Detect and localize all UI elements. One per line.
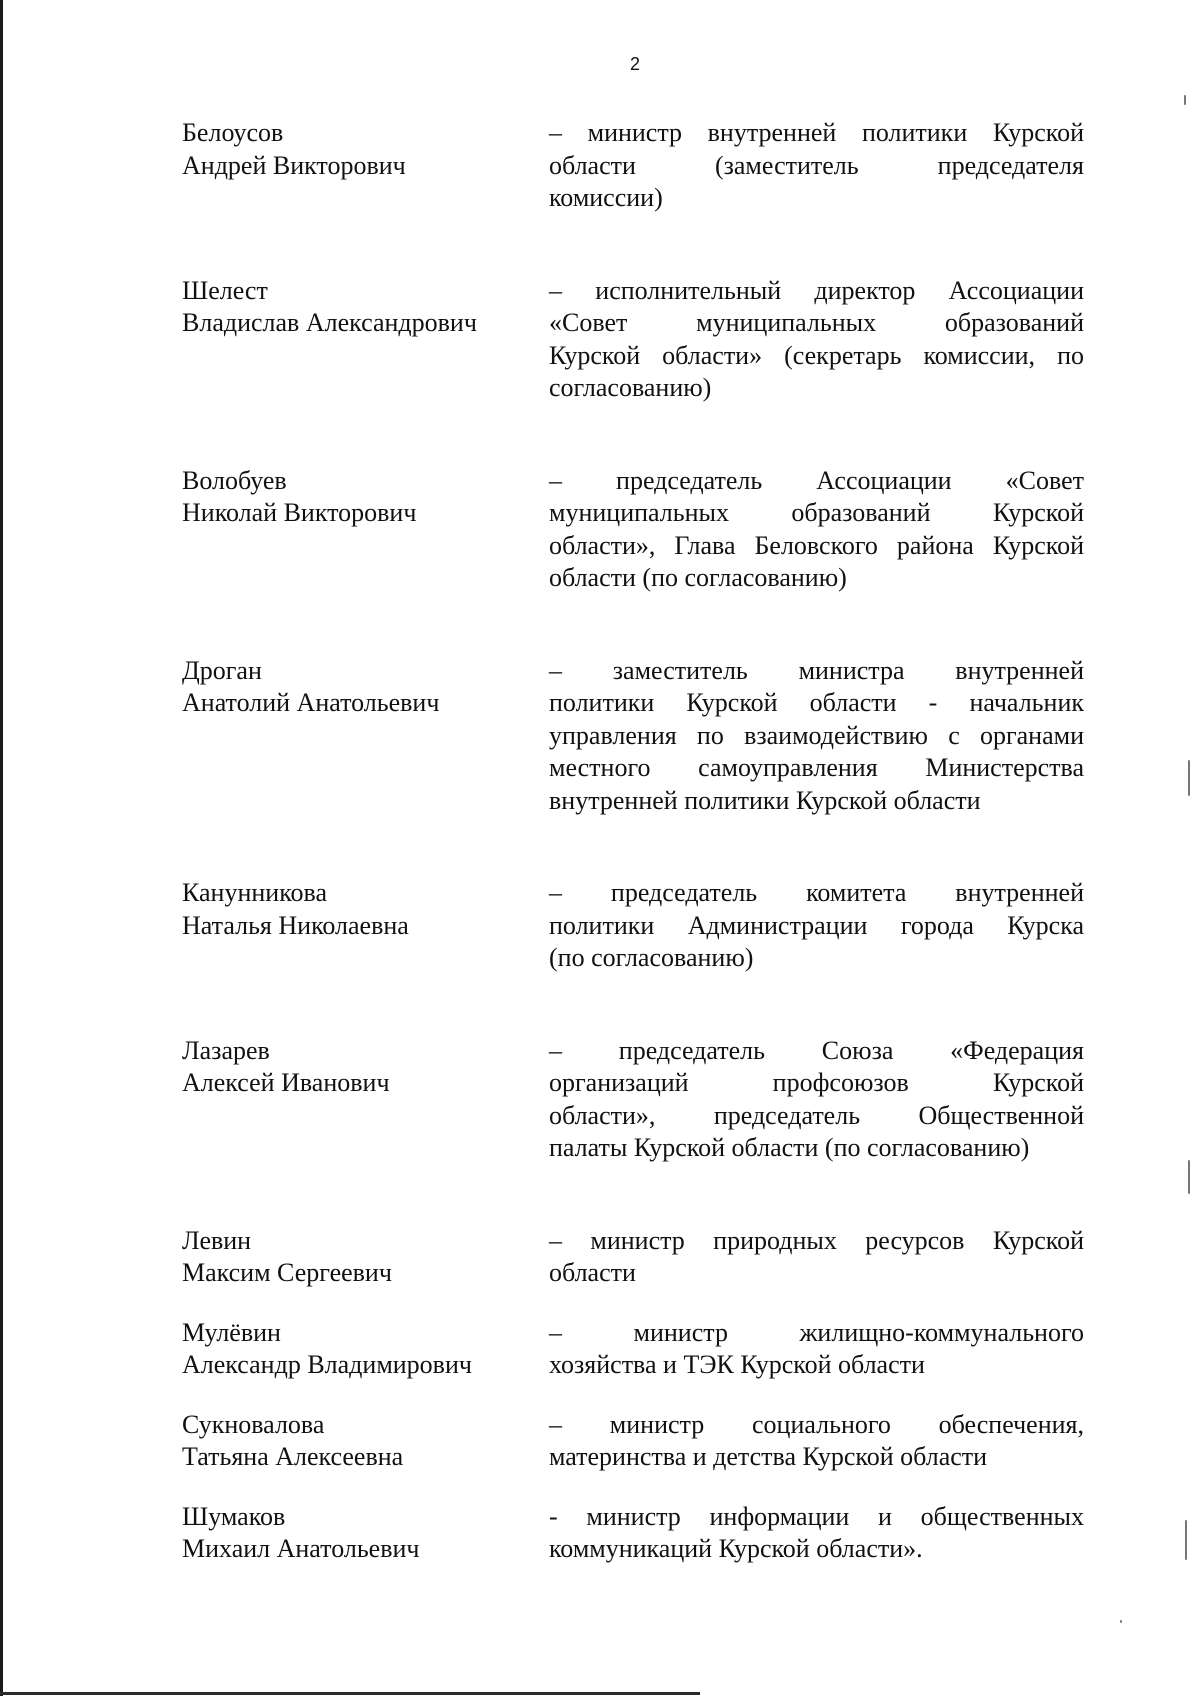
member-role-line: – министр природных ресурсов Курской: [549, 1225, 1084, 1255]
member-surname: Мулёвин: [182, 1317, 281, 1347]
member-surname: Шелест: [182, 275, 268, 305]
member-given-name: Андрей Викторович: [182, 150, 406, 180]
member-role: [549, 1409, 1084, 1474]
member-role-line: местного самоуправления Министерства: [549, 753, 1084, 782]
member-role-line: – министр жилищно-коммунального: [549, 1317, 1084, 1347]
member-row: [182, 655, 1084, 818]
member-row: [182, 117, 1084, 215]
member-name: [182, 117, 527, 182]
member-role: [549, 1035, 1084, 1165]
member-given-name: Михаил Анатольевич: [182, 1534, 420, 1563]
member-role-line: управления по взаимодействию с органами: [549, 720, 1084, 750]
member-role-line: области», председатель Общественной: [549, 1100, 1084, 1130]
member-name: [182, 655, 527, 720]
scan-speck: [1185, 1520, 1187, 1560]
member-role: [549, 275, 1084, 405]
member-row: [182, 1501, 1084, 1566]
member-given-name: Алексей Иванович: [182, 1068, 390, 1097]
member-surname: Сукновалова: [182, 1409, 325, 1439]
member-role-line: – исполнительный директор Ассоциации: [549, 275, 1084, 305]
member-row: [182, 465, 1084, 595]
member-name: [182, 1501, 527, 1566]
member-role-line: «Совет муниципальных образований: [549, 308, 1084, 337]
member-role-line: – заместитель министра внутренней: [549, 655, 1084, 685]
member-row: [182, 1225, 1084, 1290]
scan-speck: [1188, 760, 1190, 796]
member-given-name: Максим Сергеевич: [182, 1258, 392, 1287]
member-role-line: области», Глава Беловского района Курской: [549, 530, 1084, 560]
member-role-line: Курской области» (секретарь комиссии, по: [549, 340, 1084, 370]
member-surname: Канунникова: [182, 878, 327, 907]
member-given-name: Анатолий Анатольевич: [182, 688, 440, 717]
member-role-line: области: [549, 1258, 636, 1287]
member-role: [549, 1317, 1084, 1382]
scan-speck: [1184, 95, 1186, 105]
member-role: [549, 655, 1084, 818]
member-given-name: Наталья Николаевна: [182, 910, 409, 940]
member-given-name: Владислав Александрович: [182, 308, 477, 337]
member-role: [549, 117, 1084, 215]
member-row: [182, 275, 1084, 405]
member-role: [549, 1501, 1084, 1566]
scan-speck: [1188, 1160, 1190, 1194]
member-given-name: Татьяна Алексеевна: [182, 1442, 404, 1471]
member-given-name: Николай Викторович: [182, 498, 417, 527]
member-role-line: – министр социального обеспечения,: [549, 1409, 1084, 1439]
commission-members-list: [182, 117, 1084, 1566]
member-role-line: материнства и детства Курской области: [549, 1442, 988, 1471]
scan-bottom-edge: [0, 1692, 700, 1695]
member-role-line: политики Курской области - начальник: [549, 688, 1084, 717]
member-surname: Шумаков: [182, 1501, 286, 1531]
member-row: [182, 1035, 1084, 1165]
member-name: [182, 1317, 527, 1382]
member-surname: Лазарев: [182, 1035, 270, 1065]
member-role-line: (по согласованию): [549, 943, 754, 972]
member-surname: Волобуев: [182, 465, 287, 495]
member-name: [182, 465, 527, 530]
member-row: [182, 1317, 1084, 1382]
member-surname: Дроган: [182, 655, 262, 685]
member-row: [182, 877, 1084, 975]
member-role: [549, 465, 1084, 595]
member-surname: Левин: [182, 1225, 252, 1255]
member-role-line: комиссии): [549, 183, 663, 212]
member-name: [182, 275, 527, 340]
member-role-line: области (по согласованию): [549, 563, 847, 592]
member-role: [549, 877, 1084, 975]
scan-left-edge: [0, 0, 3, 1696]
member-role-line: области (заместитель председателя: [549, 150, 1084, 180]
member-name: [182, 1409, 527, 1474]
member-surname: Белоусов: [182, 118, 284, 147]
member-role-line: – министр внутренней политики Курской: [549, 118, 1084, 147]
member-role-line: муниципальных образований Курской: [549, 498, 1084, 527]
member-role-line: политики Администрации города Курска: [549, 910, 1084, 940]
page-number: 2: [629, 54, 640, 74]
member-name: [182, 877, 527, 942]
member-role-line: коммуникаций Курской области».: [549, 1534, 923, 1563]
member-given-name: Александр Владимирович: [182, 1350, 472, 1379]
member-role-line: хозяйства и ТЭК Курской области: [549, 1350, 925, 1379]
member-role-line: согласованию): [549, 373, 712, 402]
member-row: [182, 1409, 1084, 1474]
member-role-line: – председатель комитета внутренней: [549, 878, 1084, 907]
member-role-line: организаций профсоюзов Курской: [549, 1068, 1084, 1097]
member-role-line: - министр информации и общественных: [549, 1501, 1084, 1531]
member-role-line: – председатель Союза «Федерация: [549, 1035, 1084, 1065]
member-role-line: – председатель Ассоциации «Совет: [549, 465, 1084, 495]
member-role: [549, 1225, 1084, 1290]
member-role-line: внутренней политики Курской области: [549, 785, 981, 815]
member-name: [182, 1225, 527, 1290]
member-name: [182, 1035, 527, 1100]
scan-speck: [1120, 1620, 1122, 1623]
member-role-line: палаты Курской области (по согласованию): [549, 1133, 1030, 1162]
